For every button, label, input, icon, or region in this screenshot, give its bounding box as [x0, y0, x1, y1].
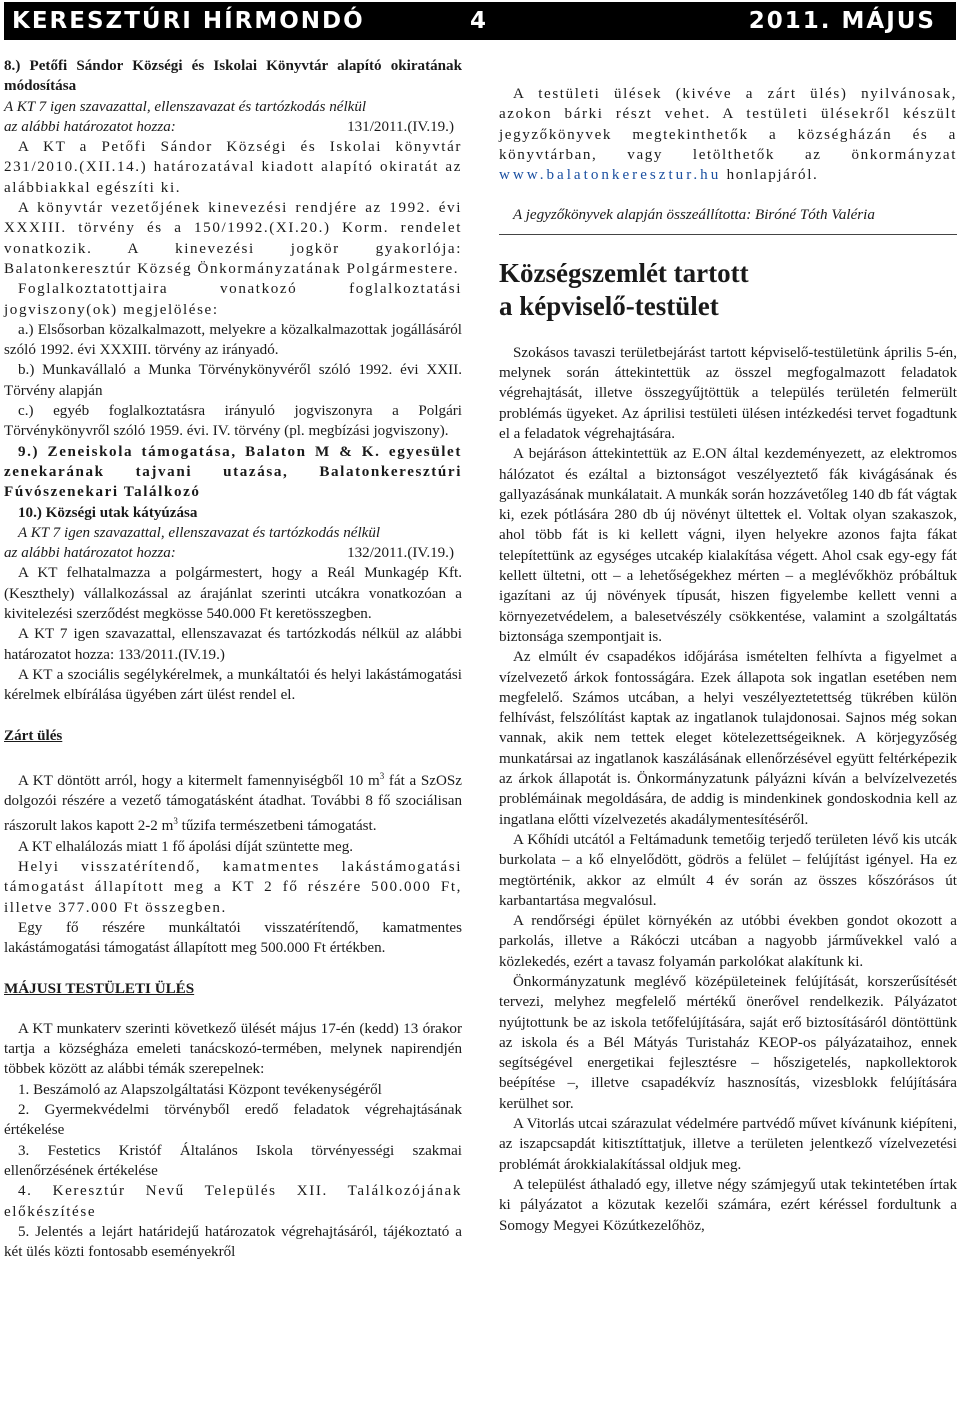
issue-date: 2011. MÁJUS	[748, 8, 936, 34]
resolution-line: az alábbi határozatot hozza: 131/2011.(IV.19.)	[4, 117, 462, 137]
resolution-line: az alábbi határozatot hozza: 132/2011.(IV.19.)	[4, 543, 462, 563]
paragraph: Foglalkoztatottjaira vonatkozó foglalkoztatási jogviszony(ok) megjelölése:	[4, 281, 462, 318]
section-heading-closed-session: Zárt ülés	[4, 727, 63, 744]
right-column	[499, 84, 957, 1236]
paragraph: Szokásos tavaszi területbejárást tartott képviselő-testületünk április 5-én, melynek során áttekintettük az összel megfogalmazott feladatok végrehajtását, illetve összegyűjtöttük a település területén felmerült problémás ügyeket. Az áprilisi testületi ülésen intézkedési tervet fogadtunk el a feladatok végrehajtására.	[499, 344, 957, 442]
item-9-heading: 9.) Zeneiskola támogatása, Balaton M & K. egyesület zenekarának tajvani utazása, Balatonkeresztúri Fúvószenekari Találkozó	[4, 443, 462, 501]
website-link[interactable]: www.balatonkeresztur.hu	[499, 167, 722, 184]
item-10-heading: 10.) Községi utak kátyúzása	[18, 504, 198, 521]
paragraph: A KT 7 igen szavazattal, ellenszavazat és tartózkodás nélkül az alábbi határozatot hozza: 133/2011.(IV.19.)	[4, 626, 462, 663]
agenda-item: 5. Jelentés a lejárt határidejű határozatok végrehajtásáról, tájékoztató a két ülés közti fontosabb eseményekről	[4, 1223, 462, 1261]
paragraph: A települést áthaladó egy, illetve négy számjegyű utak tekintetében írtak ki pályázatot a közutak kezelői számára, ezért kéréssel fordultunk a Somogy Megyei Közútkezelőhöz,	[499, 1176, 957, 1234]
paragraph: A KT felhatalmazza a polgármestert, hogy a Reál Munkagép Kft. (Keszthely) vállalkozással az árajánlat szerinti utcákra vonatkozóan a kivitelezési szerződést megkösse 540.000 Ft keretösszegben.	[4, 565, 462, 623]
paragraph: A könyvtár vezetőjének kinevezési rendjére az 1992. évi XXXIII. törvény és a 150/1992.(XI.20.) Korm. rendelet vonatkozik. A kinevezési jogkör gyakorlója: Balatonkeresztúr Község Önkormányzatának Polgármestere.	[4, 200, 462, 277]
agenda-item: 2. Gyermekvédelmi törvényből eredő feladatok végrehajtásának értékelése	[4, 1102, 462, 1139]
agenda-item: 1. Beszámoló az Alapszolgáltatási Központ tevékenységéről	[18, 1081, 382, 1098]
paragraph: c.) egyéb foglalkoztatásra irányuló jogviszonyra a Polgári Törvénykönyvről szóló 1959. évi. IV. törvény (pl. megbízási jogviszony).	[4, 403, 462, 440]
paragraph: A KT a Petőfi Sándor Községi és Iskolai könyvtár 231/2010.(XII.14.) határozatával kiadott alapító okiratát az alábbiakkal egészíti ki.	[4, 139, 462, 196]
paragraph: A KT a szociális segélykérelmek, a munkáltatói és helyi lakástámogatási kérelmek elbírálása ügyében zárt ülést rendel el.	[4, 666, 462, 704]
paragraph: A Kőhídi utcától a Feltámadunk temetőig terjedő területen lévő kis utcák burkolata – a kő elnyelődött, gödrös a felület – felújítást igényel. Ha ez megtörténik, akkor az elmúlt 4 év során az összes kőszórásos út karbantartása megvalósul.	[499, 831, 957, 909]
paragraph: A bejáráson áttekintettük az E.ON által kezdeményezett, az elektromos hálózatot és ezáltal a biztonságot veszélyeztető fák kivágásának és gallyazásának munkálatait. A munkák során hozzávetőleg 140 db fát vágtak ki, ezek pótlására 280 db új növényt ültettek el. Voltak olyan szakaszok, ahol több fát is ki kellett vágni, ilyen helyekre azonos fajta fákat telepítettünk az egységes utcakép kialakítása végett. Ahol csak egy-egy fát kellett ültetni, ott – a lehetőségekhez mérten – a meglévőkhöz próbáltuk igazítani az új növények típusát, hiszen figyelembe kellett venni a környezetvédelem, a balesetvészély csökkentése, valamint a szolgáltatás biztonsága szempontjait is.	[499, 446, 957, 645]
paragraph: Helyi visszatérítendő, kamatmentes lakástámogatási támogatást állapított meg a KT 2 fő részére 500.000 Ft, illetve 377.000 Ft összegben.	[4, 859, 462, 916]
paragraph: A KT munkaterv szerinti következő ülését május 17-én (kedd) 13 órakor tartja a községháza emeleti tanácskozó-termében, melynek napirendjén többek között az alábbi témák szerepelnek:	[4, 1020, 462, 1078]
paragraph: Önkormányzatunk meglévő középületeinek felújítását, korszerűsítését tervezi, melyhez megfelelő mértékű önerővel rendelkezik. Pályázatot nyújtottunk be az iskola tetőfelújítására, saját erő biztosításáról döntöttünk az iskola és a Bél Mátyás Turistaház KEOP-os pályázataihoz, ennek segítségével energetikai fejlesztésre – hőszigetelés, napkollektorok beépítése –, illetve csapadékvíz hasznosítás, vizesblokk felújítására kerülhet sor.	[499, 973, 957, 1112]
article-headline: Községszemlét tartott a képviselő-testület	[499, 257, 749, 321]
item-8-heading: 8.) Petőfi Sándor Községi és Iskolai Könyvtár alapító okiratának módosítása	[4, 58, 462, 95]
vote-text: A KT 7 igen szavazattal, ellenszavazat és tartózkodás nélkül	[4, 98, 367, 115]
left-column	[4, 56, 462, 1262]
page-number: 4	[470, 8, 489, 34]
paragraph: Az elmúlt év csapadékos időjárása ismételten felhívta a figyelmet a vízelvezető árkok fontosságára. Ezek állapota sok ingatlan esetében nem megfelelő. Számos utcában, a helyi veszélyeztetettség tükrében külön felhívást, felszólítást kaptak az ingatlanok tulajdonosai. Sajnos még sokan vannak, akik nem tettek eleget kötelezettségeiknek. A körjegyzőség munkatársai az ingatlanok kaszálásának ellenőrzésével együtt feltérképezik az árkok állapotát is. Önkormányzatunk pályázni kíván a belvízelvezetés problémáinak megoldására, de addig is mindenkinek gondoskodnia kell az ingatlana előtti vízelvezetés akadálymentesítéséről.	[499, 649, 957, 828]
resolution-number: 132/2011.(IV.19.)	[347, 545, 454, 562]
paragraph: A rendőrségi épület környékén az utóbbi években gondot okozott a parkolás, illetve a Rákóczi utcában a nagyobb járművekkel való a közlekedés, ezért a tavasz folyamán parkolókat alakítunk ki.	[499, 913, 957, 970]
paragraph: a.) Elsősorban közalkalmazott, melyekre a közalkalmazottak jogállásáról szóló 1992. évi XXXIII. törvény az irányadó.	[4, 321, 462, 359]
agenda-item: 3. Festetics Kristóf Általános Iskola törvényességi szakmai ellenőrzésének értékelése	[4, 1142, 462, 1179]
newspaper-header	[4, 2, 956, 40]
agenda-item: 4. Keresztúr Nevű Település XII. Találkozójának előkészítése	[4, 1183, 462, 1220]
paragraph: A Vitorlás utcai szárazulat védelmére partvédő művet kívánunk kiépíteni, az iszapcsapdát kitisztíttatjuk, illetve a területen jelentkező vízelvezetési problémát árokkialakítással oldjuk meg.	[499, 1116, 957, 1173]
vote-text: A KT 7 igen szavazattal, ellenszavazat és tartózkodás nélkül	[18, 524, 381, 541]
paragraph: A KT elhalálozás miatt 1 fő ápolási díját szüntette meg.	[18, 838, 354, 855]
paragraph: Egy fő részére munkáltatói visszatérítendő, kamatmentes lakástámogatási támogatást állapított meg 500.000 Ft értékben.	[4, 919, 462, 957]
newspaper-title: KERESZTÚRI HÍRMONDÓ	[12, 8, 365, 34]
paragraph: A testületi ülések (kivéve a zárt ülés) nyilvánosak, azokon bárki részt vehet. A testületi ülésekről készült jegyzőkönyvek megtekinthetők a községházán és a könyvtárban, vagy letölthetők az önkormányzat www.balatonkeresztur.hu honlapjáról.	[499, 86, 957, 184]
section-heading-may-session: MÁJUSI TESTÜLETI ÜLÉS	[4, 980, 195, 997]
resolution-number: 131/2011.(IV.19.)	[347, 118, 454, 135]
paragraph: A KT döntött arról, hogy a kitermelt famennyiségből 10 $m^3$ fát a SzOSz dolgozói részére a vezető támogatásként átadhat. További 8 fő szociálisan rászorult lakos kapott 2-2 $m^3$ tűzifa természetbeni támogatást.	[4, 770, 462, 835]
compiled-by: A jegyzőkönyvek alapján összeállította: Biróné Tóth Valéria	[513, 207, 875, 224]
paragraph: b.) Munkavállaló a Munka Törvénykönyvéről szóló 1992. évi XXII. Törvény alapján	[4, 362, 462, 399]
divider	[499, 234, 957, 235]
